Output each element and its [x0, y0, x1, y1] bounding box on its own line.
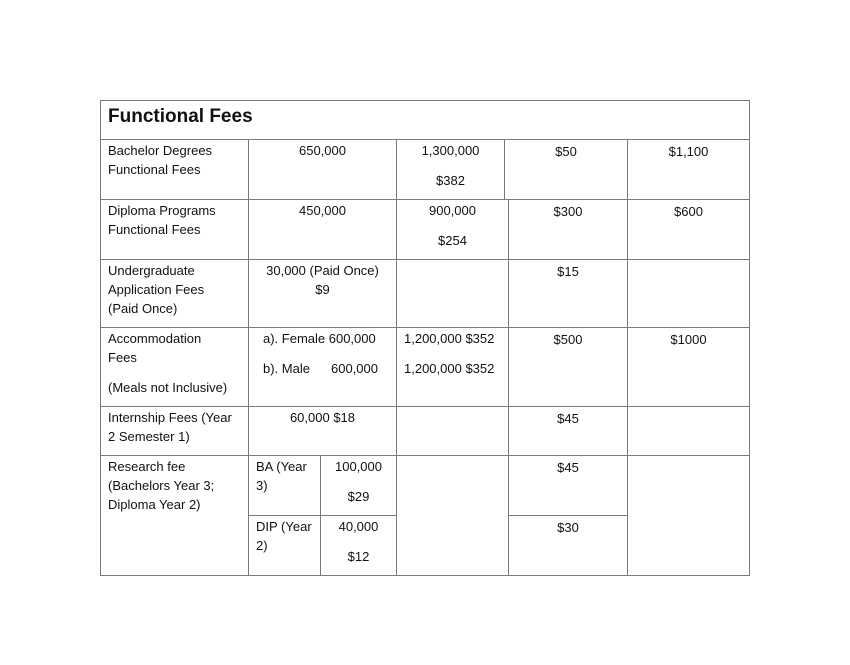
accommodation-intl-year: $1000 — [670, 332, 707, 347]
research-label — [108, 457, 214, 514]
application-local-fee: 30,000 (Paid Once) — [266, 263, 379, 278]
row-divider — [101, 139, 749, 140]
bachelor-label-line: Functional Fees — [108, 162, 201, 177]
bachelor-intl-semester: $50 — [555, 144, 577, 159]
application-local-usd: $9 — [315, 282, 330, 297]
research-ba-intl: $45 — [557, 460, 579, 475]
research-ba-value: 100,000 — [335, 459, 382, 474]
internship-label-line: Internship Fees (Year — [108, 410, 232, 425]
accommodation-label-line: Fees — [108, 350, 137, 365]
bachelor-local-semester: 650,000 — [299, 143, 346, 158]
research-dip-label — [256, 517, 312, 555]
bachelor-local-year-usd: $382 — [436, 173, 465, 188]
diploma-label — [108, 201, 216, 239]
bachelor-local-year: 1,300,000 — [421, 143, 480, 158]
application-label — [108, 261, 204, 318]
research-ba-label-line: 3) — [256, 478, 268, 493]
application-label-line: (Paid Once) — [108, 301, 178, 316]
research-dip-usd: $12 — [347, 549, 370, 564]
diploma-intl-semester: $300 — [553, 204, 583, 219]
application-intl-semester: $15 — [557, 264, 579, 279]
research-dip-value: 40,000 — [338, 519, 379, 534]
row-divider — [101, 259, 749, 260]
diploma-local-year: 900,000 — [429, 203, 476, 218]
diploma-intl-year: $600 — [674, 204, 703, 219]
diploma-label-line: Diploma Programs — [108, 203, 216, 218]
research-dip-label-line: DIP (Year — [256, 519, 312, 534]
bachelor-label-line: Bachelor Degrees — [108, 143, 213, 158]
accommodation-label-line: Accommodation — [108, 331, 202, 346]
application-label-line: Application Fees — [108, 282, 205, 297]
internship-local-fee: 60,000 $18 — [289, 410, 356, 425]
internship-label-line: 2 Semester 1) — [108, 429, 190, 444]
bachelor-label — [108, 141, 212, 179]
row-divider — [101, 406, 749, 407]
diploma-label-line: Functional Fees — [108, 222, 201, 237]
accommodation-male-year: 1,200,000 $352 — [404, 361, 495, 376]
internship-label — [108, 408, 232, 446]
research-sub-divider — [249, 515, 397, 516]
research-label-line: (Bachelors Year 3; — [108, 478, 215, 493]
research-label-line: Diploma Year 2) — [108, 497, 201, 512]
accommodation-label — [108, 329, 227, 397]
accommodation-female-fee: a). Female 600,000 — [263, 331, 376, 346]
accommodation-male-label: b). Male — [263, 361, 310, 376]
internship-intl-semester: $45 — [557, 411, 579, 426]
application-label-line: Undergraduate — [108, 263, 195, 278]
research-ba-label — [256, 457, 307, 495]
research-dip-intl: $30 — [557, 520, 579, 535]
accommodation-female-year: 1,200,000 $352 — [404, 331, 495, 346]
diploma-local-year-usd: $254 — [438, 233, 467, 248]
table-title: Functional Fees — [108, 106, 253, 127]
accommodation-male-value: 600,000 — [331, 361, 378, 376]
accommodation-intl-semester: $500 — [553, 332, 583, 347]
research-ba-usd: $29 — [347, 489, 370, 504]
row-divider — [101, 327, 749, 328]
functional-fees-table — [100, 100, 750, 576]
research-ba-label-line: BA (Year — [256, 459, 307, 474]
row-divider — [101, 199, 749, 200]
diploma-local-semester: 450,000 — [299, 203, 346, 218]
accommodation-label-line: (Meals not Inclusive) — [108, 380, 228, 395]
research-dip-label-line: 2) — [256, 538, 268, 553]
research-intl-divider — [509, 515, 628, 516]
row-divider — [101, 455, 749, 456]
research-label-line: Research fee — [108, 459, 186, 474]
bachelor-intl-year: $1,100 — [668, 144, 709, 159]
